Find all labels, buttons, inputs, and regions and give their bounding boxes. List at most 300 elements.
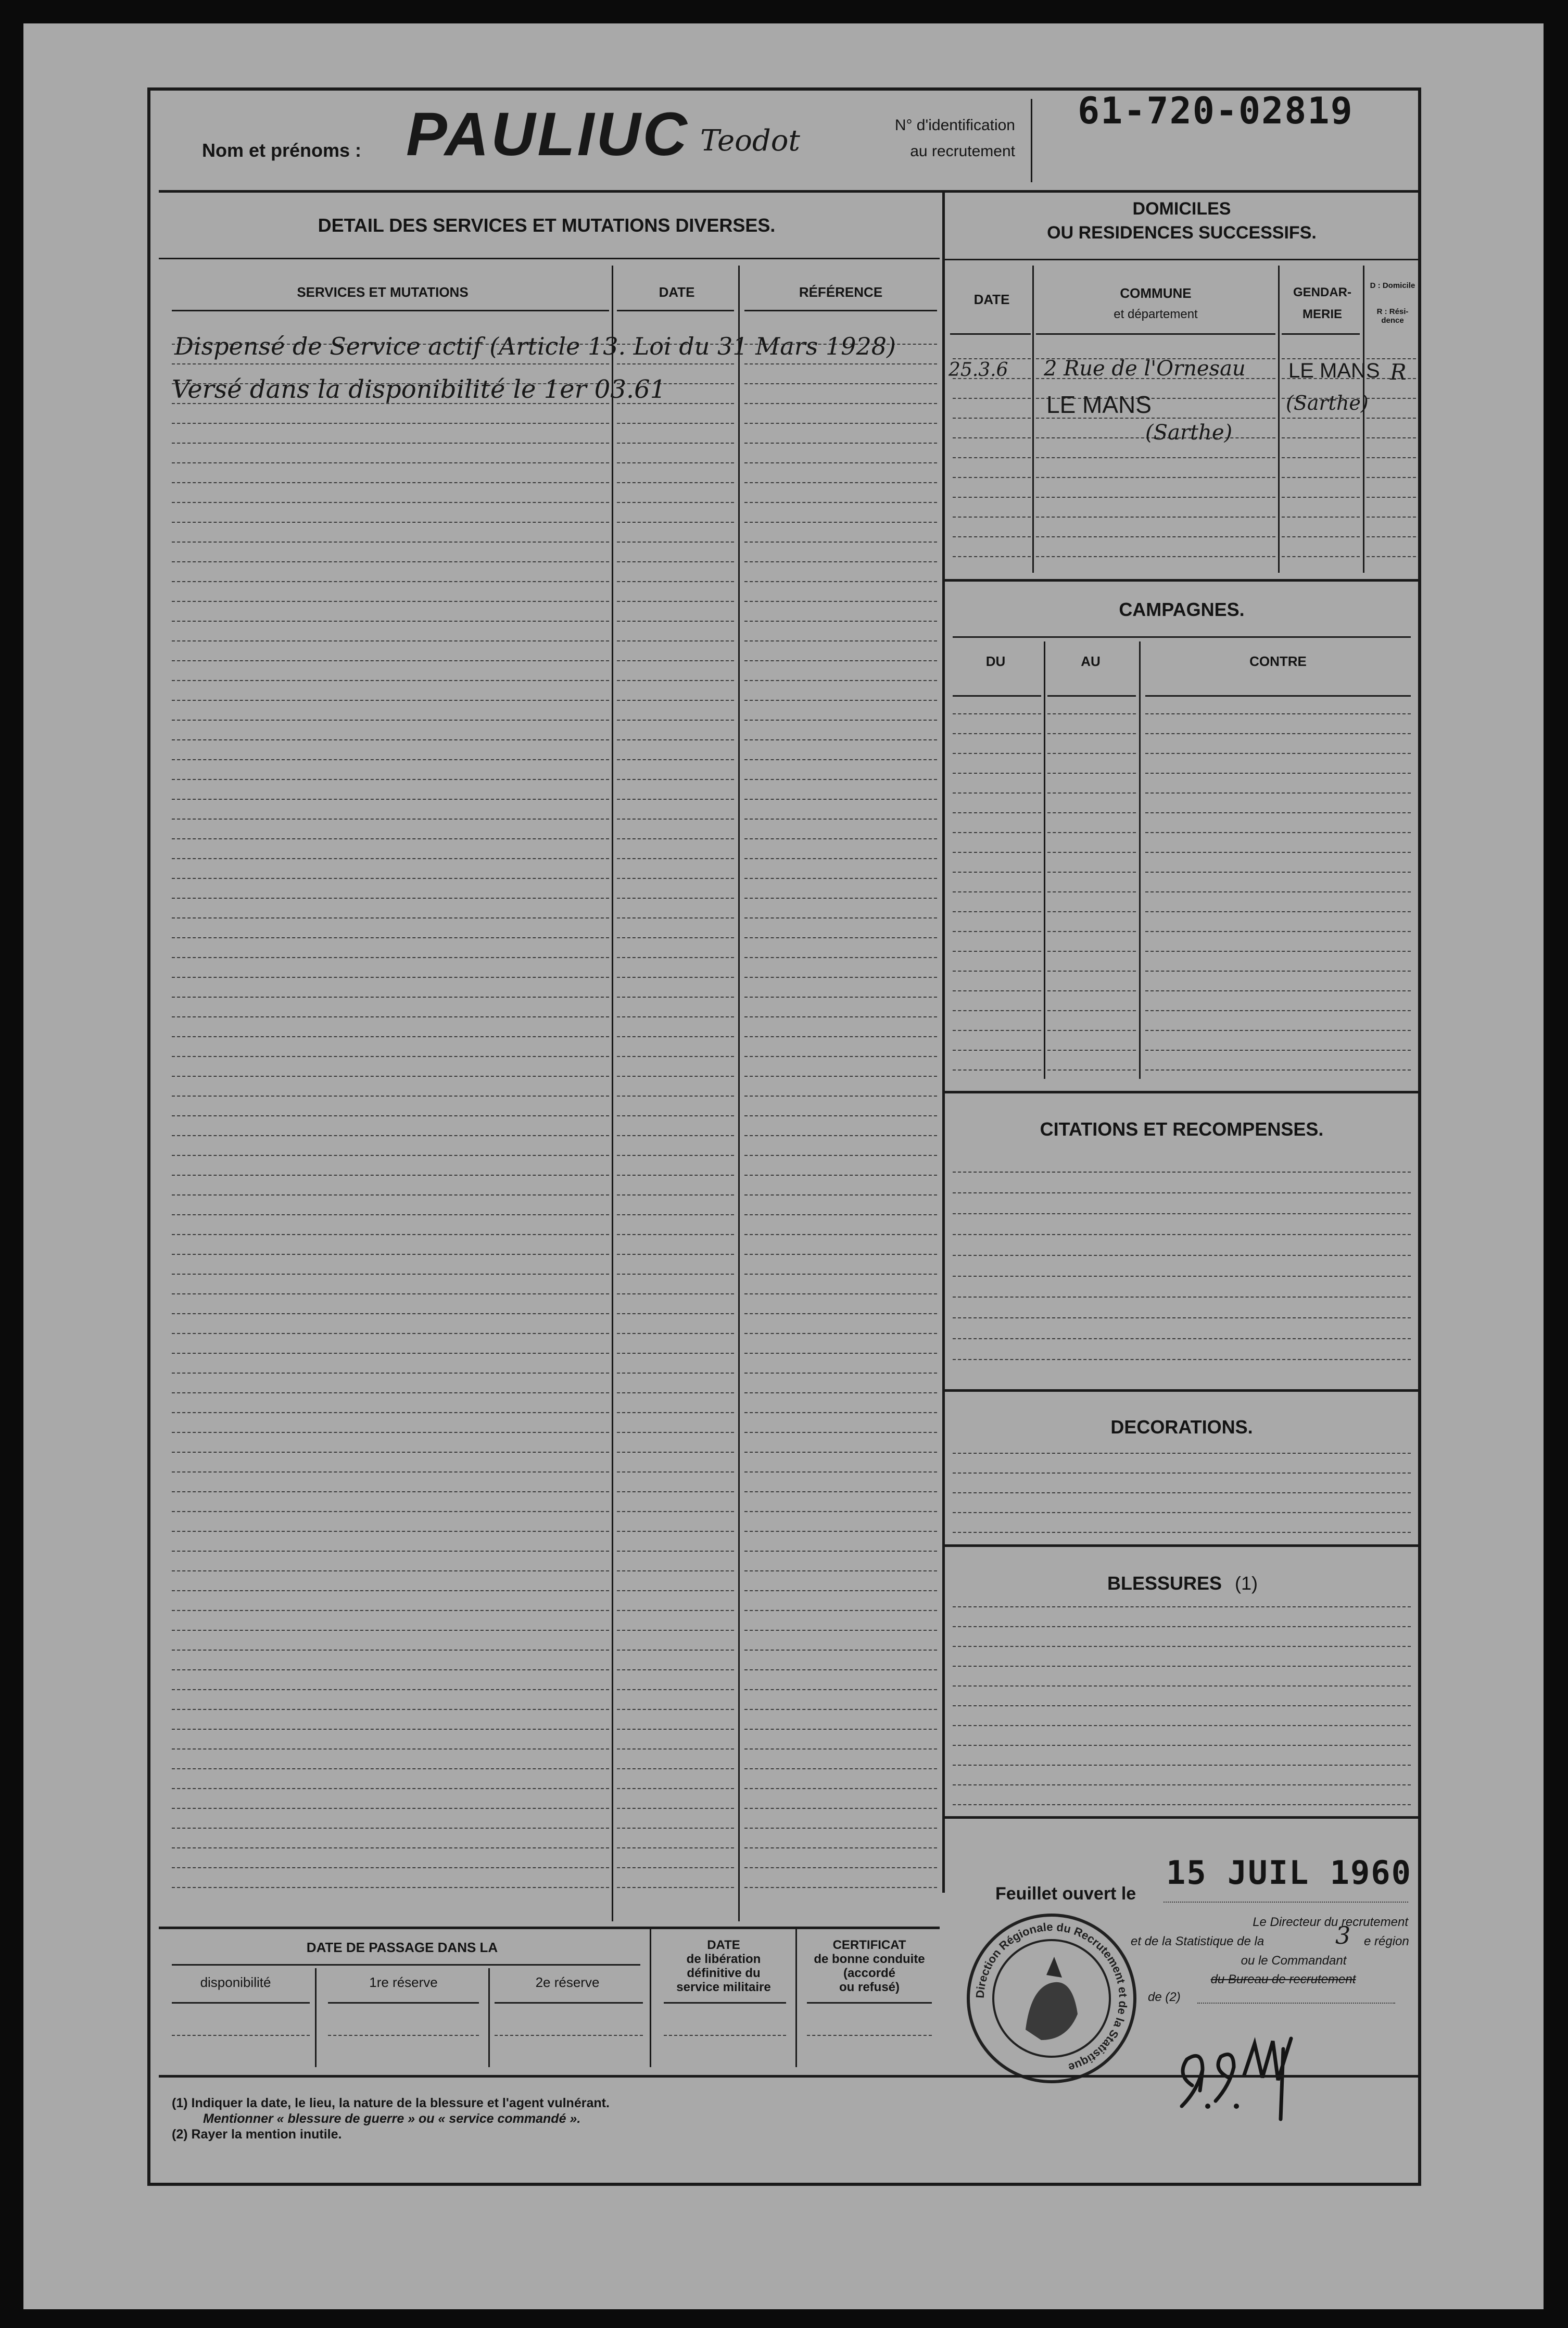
ruled-line	[1145, 832, 1411, 833]
dom-col-rule-2	[1036, 333, 1275, 335]
ruled-line	[744, 1788, 937, 1789]
passage-vdiv-1	[315, 1968, 317, 2067]
ruled-line	[953, 437, 1031, 438]
ruled-line	[744, 1709, 937, 1710]
ruled-line	[744, 819, 937, 820]
official-stamp	[963, 1910, 1140, 2087]
dom-col-rule-3	[1282, 333, 1360, 335]
ruled-line	[953, 753, 1041, 754]
ruled-line	[744, 1274, 937, 1275]
ruled-line	[1047, 951, 1136, 952]
ruled-line	[172, 1709, 609, 1710]
passage-dl-3	[495, 2035, 643, 2036]
citations-title: CITATIONS ET RECOMPENSES.	[1040, 1118, 1324, 1140]
ruled-line	[617, 1135, 734, 1136]
ruled-line	[1036, 457, 1275, 458]
ruled-line	[953, 1646, 1411, 1647]
dom-entry-dr: R	[1390, 359, 1407, 385]
ruled-line	[617, 1847, 734, 1848]
ruled-line	[172, 819, 609, 820]
stamp-emblem	[1026, 1982, 1078, 2040]
ruled-line	[172, 838, 609, 839]
ruled-line	[744, 542, 937, 543]
dom-entry-commune-3: (Sarthe)	[1145, 421, 1233, 445]
dom-vdiv-1	[1032, 266, 1034, 573]
ruled-line	[172, 423, 609, 424]
camp-col-rule-3	[1145, 695, 1411, 697]
ruled-line	[1145, 792, 1411, 794]
ruled-line	[172, 1471, 609, 1473]
ruled-line	[172, 1828, 609, 1829]
ruled-line	[172, 997, 609, 998]
ruled-line	[617, 957, 734, 958]
ruled-line	[1145, 931, 1411, 932]
dom-col-gendarmerie-2: MERIE	[1302, 307, 1342, 321]
ruled-line	[744, 1630, 937, 1631]
ruled-line	[953, 812, 1041, 813]
ruled-line	[1047, 832, 1136, 833]
ruled-line	[1047, 713, 1136, 714]
dom-vdiv-2	[1278, 266, 1280, 573]
ruled-line	[1145, 852, 1411, 853]
ruled-line	[953, 773, 1041, 774]
ruled-line	[617, 363, 734, 364]
ruled-line	[1282, 517, 1360, 518]
certificat-rule	[807, 2002, 932, 2004]
ruled-line	[744, 1729, 937, 1730]
ruled-line	[744, 1412, 937, 1413]
passage-col-2e-reserve: 2e réserve	[535, 1974, 600, 1990]
ruled-line	[744, 443, 937, 444]
ruled-line	[617, 680, 734, 681]
ruled-line	[617, 838, 734, 839]
director-line-4: du Bureau de recrutement	[1210, 1972, 1356, 1986]
ruled-line	[744, 1867, 937, 1868]
dom-col-commune-2: et département	[1114, 307, 1198, 321]
ruled-line	[172, 1650, 609, 1651]
ruled-line	[1036, 477, 1275, 478]
ruled-line	[617, 1412, 734, 1413]
ruled-line	[1145, 990, 1411, 991]
ruled-line	[953, 1172, 1411, 1173]
ruled-line	[1047, 891, 1136, 892]
domiciles-title-rule	[945, 259, 1419, 260]
col-rule-1	[172, 310, 609, 311]
ruled-line	[172, 1808, 609, 1809]
ruled-line	[953, 971, 1041, 972]
ruled-line	[172, 1194, 609, 1196]
passage-col-rule-1	[172, 2002, 310, 2004]
ruled-line	[172, 621, 609, 622]
dom-entry-date: 25.3.6	[949, 359, 1008, 381]
ruled-line	[617, 1333, 734, 1334]
camp-vdiv-1	[1044, 641, 1045, 1079]
ruled-line	[953, 1276, 1411, 1277]
ruled-line	[1145, 951, 1411, 952]
director-line-1: Le Directeur du recrutement	[1253, 1915, 1408, 1929]
ruled-line	[1036, 536, 1275, 537]
ruled-line	[744, 1768, 937, 1769]
ruled-line	[617, 1531, 734, 1532]
ruled-line	[172, 660, 609, 661]
header-rule	[159, 190, 1419, 193]
camp-vdiv-2	[1139, 641, 1141, 1079]
col-date: DATE	[659, 284, 695, 300]
blessures-note-ref: (1)	[1235, 1572, 1258, 1594]
ruled-line	[172, 1115, 609, 1116]
ruled-line	[744, 1590, 937, 1591]
ruled-line	[744, 838, 937, 839]
passage-dl-1	[172, 2035, 310, 2036]
ruled-line	[953, 1213, 1411, 1214]
ruled-line	[744, 898, 937, 899]
ruled-line	[617, 1887, 734, 1888]
ruled-line	[172, 1274, 609, 1275]
ruled-line	[617, 1788, 734, 1789]
ruled-line	[617, 858, 734, 859]
ruled-line	[1047, 733, 1136, 734]
ruled-line	[617, 1432, 734, 1433]
ruled-line	[1367, 556, 1416, 557]
passage-vdiv-4	[795, 1929, 797, 2067]
ruled-line	[617, 1096, 734, 1097]
ruled-line	[617, 1115, 734, 1116]
dom-entry-commune-1: 2 Rue de l'Ornesau	[1044, 357, 1246, 381]
ruled-line	[617, 1175, 734, 1176]
ruled-line	[744, 1313, 937, 1314]
ruled-line	[953, 1745, 1411, 1746]
ruled-line	[172, 1313, 609, 1314]
ruled-line	[617, 1293, 734, 1294]
ruled-line	[953, 1255, 1411, 1256]
ruled-line	[953, 1705, 1411, 1706]
ruled-line	[172, 799, 609, 800]
ruled-line	[617, 1194, 734, 1196]
ruled-line	[953, 852, 1041, 853]
stamp-emblem-flame	[1046, 1957, 1062, 1978]
ruled-line	[1145, 812, 1411, 813]
ruled-line	[617, 621, 734, 622]
ruled-line	[172, 1511, 609, 1512]
passage-col-rule-2	[328, 2002, 479, 2004]
certificat-line-3: (accordé	[843, 1966, 896, 1980]
ruled-line	[953, 1492, 1411, 1493]
ruled-line	[953, 1317, 1411, 1318]
ruled-line	[744, 1115, 937, 1116]
ruled-line	[953, 1532, 1411, 1533]
footnote-rule	[159, 2075, 1419, 2078]
ruled-line	[744, 1175, 937, 1176]
camp-col-au: AU	[1081, 653, 1101, 669]
ruled-line	[172, 443, 609, 444]
ruled-line	[1367, 457, 1416, 458]
ruled-line	[1047, 753, 1136, 754]
ruled-line	[617, 1768, 734, 1769]
ruled-line	[617, 502, 734, 503]
ruled-line	[744, 700, 937, 701]
ruled-line	[1367, 536, 1416, 537]
ruled-line	[617, 1373, 734, 1374]
opening-label: Feuillet ouvert le	[995, 1884, 1136, 1904]
ruled-line	[172, 1293, 609, 1294]
id-label-1: N° d'identification	[894, 117, 1015, 134]
decorations-top-rule	[945, 1389, 1419, 1392]
ruled-line	[953, 1030, 1041, 1031]
ruled-line	[744, 1452, 937, 1453]
ruled-line	[1145, 872, 1411, 873]
ruled-line	[1367, 437, 1416, 438]
ruled-line	[172, 720, 609, 721]
ruled-line	[1145, 891, 1411, 892]
camp-col-du: DU	[985, 653, 1006, 669]
ruled-line	[172, 1630, 609, 1631]
ruled-line	[744, 1531, 937, 1532]
ruled-line	[172, 1531, 609, 1532]
ruled-line	[617, 1748, 734, 1750]
ruled-line	[617, 898, 734, 899]
ruled-line	[617, 1610, 734, 1611]
dom-col-commune-1: COMMUNE	[1120, 285, 1192, 301]
ruled-line	[617, 1313, 734, 1314]
director-line-5-rule	[1197, 2003, 1395, 2004]
dom-col-gendarmerie-1: GENDAR-	[1293, 285, 1351, 299]
ruled-line	[1036, 497, 1275, 498]
ruled-line	[953, 457, 1031, 458]
ruled-line	[172, 739, 609, 740]
ruled-line	[953, 872, 1041, 873]
passage-vdiv-3	[650, 1929, 651, 2067]
ruled-line	[172, 1768, 609, 1769]
ruled-line	[617, 819, 734, 820]
ruled-line	[744, 403, 937, 404]
ruled-line	[744, 1432, 937, 1433]
ruled-line	[744, 739, 937, 740]
given-name: Teodot	[700, 124, 800, 158]
ruled-line	[744, 423, 937, 424]
ruled-line	[744, 957, 937, 958]
ruled-line	[617, 1729, 734, 1730]
ruled-line	[953, 891, 1041, 892]
liberation-line-4: service militaire	[676, 1980, 771, 1994]
dom-entry-gendarmerie-1: LE MANS	[1288, 359, 1380, 382]
stamp-text: Direction Régionale du Recrutement et de la Statistique	[973, 1920, 1130, 2074]
ruled-line	[744, 1333, 937, 1334]
ruled-line	[744, 660, 937, 661]
ruled-line	[617, 561, 734, 562]
ruled-line	[617, 522, 734, 523]
ruled-line	[744, 1254, 937, 1255]
liberation-line-2: de libération	[686, 1952, 761, 1966]
ruled-line	[744, 1353, 937, 1354]
ruled-line	[953, 1685, 1411, 1687]
passage-vdiv-2	[488, 1968, 490, 2067]
ruled-line	[172, 858, 609, 859]
ruled-line	[744, 1214, 937, 1215]
ruled-line	[172, 1392, 609, 1393]
ruled-line	[617, 1155, 734, 1156]
name-label: Nom et prénoms :	[202, 140, 362, 161]
ruled-line	[953, 1234, 1411, 1235]
ruled-line	[744, 1234, 937, 1235]
ruled-line	[617, 1689, 734, 1690]
ruled-line	[1145, 1030, 1411, 1031]
ruled-line	[617, 1867, 734, 1868]
ruled-line	[172, 1452, 609, 1453]
ruled-line	[744, 1669, 937, 1670]
ruled-line	[1047, 971, 1136, 972]
ruled-line	[953, 1512, 1411, 1513]
ruled-line	[617, 1630, 734, 1631]
ruled-line	[744, 1689, 937, 1690]
ruled-line	[172, 1788, 609, 1789]
surname: PAULIUC	[406, 100, 689, 169]
services-title: DETAIL DES SERVICES ET MUTATIONS DIVERSES.	[318, 215, 776, 236]
ruled-line	[953, 1666, 1411, 1667]
dom-entry-commune-2: LE MANS	[1046, 391, 1152, 418]
ruled-line	[744, 1887, 937, 1888]
ruled-line	[1145, 713, 1411, 714]
ruled-line	[617, 739, 734, 740]
ruled-line	[744, 522, 937, 523]
ruled-line	[172, 1076, 609, 1077]
ruled-line	[1145, 753, 1411, 754]
liberation-dl	[664, 2035, 786, 2036]
ruled-line	[744, 1610, 937, 1611]
service-entry-2: Versé dans la disponibilité le 1er 03.61	[172, 375, 666, 404]
ruled-line	[172, 601, 609, 602]
ruled-line	[172, 1847, 609, 1848]
ruled-line	[617, 1452, 734, 1453]
ruled-line	[744, 1570, 937, 1571]
ruled-line	[617, 640, 734, 641]
ruled-line	[172, 363, 609, 364]
ruled-line	[744, 1808, 937, 1809]
ruled-line	[617, 977, 734, 978]
ruled-line	[953, 951, 1041, 952]
ruled-line	[617, 1709, 734, 1710]
ruled-line	[1282, 536, 1360, 537]
ruled-line	[1282, 457, 1360, 458]
ruled-line	[617, 1214, 734, 1215]
ruled-line	[617, 759, 734, 760]
ruled-line	[744, 1016, 937, 1017]
ruled-line	[172, 1175, 609, 1176]
ruled-line	[172, 1234, 609, 1235]
ruled-line	[172, 779, 609, 780]
ruled-line	[1367, 497, 1416, 498]
ruled-line	[953, 713, 1041, 714]
ruled-line	[953, 1192, 1411, 1193]
ruled-line	[172, 977, 609, 978]
director-signature	[1171, 2028, 1327, 2127]
col-reference: RÉFÉRENCE	[799, 284, 883, 300]
blessures-bottom-rule	[945, 1816, 1419, 1819]
ruled-line	[172, 1570, 609, 1571]
ruled-line	[617, 1353, 734, 1354]
ruled-line	[744, 1056, 937, 1057]
ruled-line	[617, 443, 734, 444]
director-line-3: ou le Commandant	[1241, 1954, 1347, 1968]
ruled-line	[617, 997, 734, 998]
ruled-line	[172, 1254, 609, 1255]
ruled-line	[172, 1056, 609, 1057]
ruled-line	[172, 1333, 609, 1334]
ruled-line	[744, 759, 937, 760]
ruled-line	[744, 640, 937, 641]
ruled-line	[1047, 1050, 1136, 1051]
ruled-line	[744, 1650, 937, 1651]
ruled-line	[1367, 398, 1416, 399]
ruled-line	[953, 1050, 1041, 1051]
camp-col-rule-2	[1047, 695, 1136, 697]
ruled-line	[172, 1412, 609, 1413]
ruled-line	[617, 1036, 734, 1037]
ruled-line	[1367, 517, 1416, 518]
ruled-line	[953, 832, 1041, 833]
ruled-line	[744, 779, 937, 780]
ruled-line	[617, 581, 734, 582]
ruled-line	[172, 1155, 609, 1156]
ruled-line	[744, 997, 937, 998]
ruled-line	[1145, 1010, 1411, 1011]
ruled-line	[744, 1511, 937, 1512]
ruled-line	[172, 1353, 609, 1354]
ruled-line	[744, 1155, 937, 1156]
ruled-line	[744, 1036, 937, 1037]
domiciles-title-1: DOMICILES	[1132, 199, 1231, 219]
ruled-line	[953, 1725, 1411, 1726]
main-divider	[942, 190, 945, 1893]
campagnes-top-rule	[945, 579, 1419, 582]
col-services: SERVICES ET MUTATIONS	[297, 284, 469, 300]
service-entry-1: Dispensé de Service actif (Article 13. Loi du 31 Mars 1928)	[174, 332, 896, 360]
dom-entry-gendarmerie-2: (Sarthe)	[1286, 392, 1369, 414]
ruled-line	[172, 957, 609, 958]
ruled-line	[744, 1373, 937, 1374]
ruled-line	[172, 542, 609, 543]
ruled-line	[172, 640, 609, 641]
ruled-line	[953, 931, 1041, 932]
services-title-rule	[159, 258, 940, 259]
ruled-line	[172, 937, 609, 938]
ruled-line	[617, 917, 734, 918]
ruled-line	[1145, 733, 1411, 734]
ruled-line	[172, 917, 609, 918]
ruled-line	[617, 423, 734, 424]
certificat-dl	[807, 2035, 932, 2036]
ruled-line	[953, 1453, 1411, 1454]
footnote-1: (1) Indiquer la date, le lieu, la nature de la blessure et l'agent vulnérant.	[172, 2096, 610, 2110]
dom-col-dr-2: R : Rési-dence	[1376, 307, 1409, 325]
ruled-line	[172, 898, 609, 899]
ruled-line	[953, 1473, 1411, 1474]
ruled-line	[1282, 556, 1360, 557]
ruled-line	[1047, 792, 1136, 794]
ruled-line	[617, 1274, 734, 1275]
ruled-line	[744, 937, 937, 938]
ruled-line	[953, 990, 1041, 991]
ruled-line	[744, 363, 937, 364]
ruled-line	[1282, 477, 1360, 478]
ruled-line	[617, 1511, 734, 1512]
ruled-line	[617, 1590, 734, 1591]
passage-col-disponibilite: disponibilité	[200, 1974, 271, 1990]
domiciles-title-2: OU RESIDENCES SUCCESSIFS.	[1047, 223, 1317, 243]
ruled-line	[953, 1359, 1411, 1360]
ruled-line	[1047, 1010, 1136, 1011]
region-suffix: e région	[1364, 1934, 1409, 1948]
ruled-line	[172, 1689, 609, 1690]
